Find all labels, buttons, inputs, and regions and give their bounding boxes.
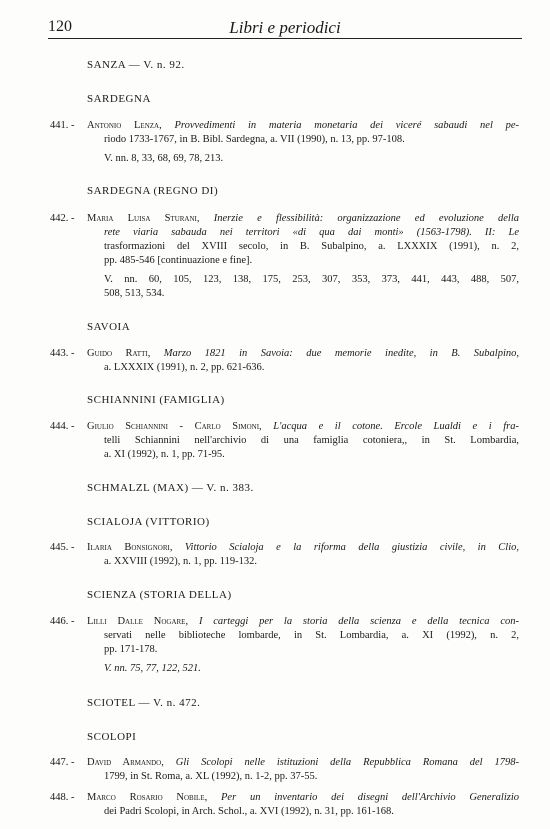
entry-line: Lilli Dalle Nogare, I carteggi per la storia della scienza e della tecnica con- bbox=[87, 616, 519, 627]
entry-line: servati nelle biblioteche lombarde, in St. Lombardia, a. XI (1992), n. 2, bbox=[104, 630, 519, 641]
entry-line: a. LXXXIX (1991), n. 2, pp. 621-636. bbox=[104, 362, 265, 373]
entry-author: Giulio Schiannini - Carlo Simoni, bbox=[87, 421, 262, 432]
page-header bbox=[48, 16, 522, 39]
entry-line: 1799, in St. Roma, a. XL (1992), n. 1-2, pp. 37-55. bbox=[104, 771, 318, 782]
entry-line: pp. 171-178. bbox=[104, 644, 158, 655]
see-also: V. nn. 8, 33, 68, 69, 78, 213. bbox=[104, 153, 224, 164]
entry-line: Ilaria Bonsignori, Vittorio Scialoja e la riforma della giustizia civile, in Clio, bbox=[87, 542, 520, 553]
entry-number: 446. - bbox=[50, 616, 75, 627]
section-heading: SCIALOJA (VITTORIO) bbox=[87, 516, 210, 528]
cross-reference: SANZA — V. n. 92. bbox=[87, 59, 185, 71]
see-also: V. nn. 60, 105, 123, 138, 175, 253, 307, 353, 373, 441, 443, 488, 507, bbox=[104, 274, 519, 285]
entry-line: rete viaria sabauda nei territori «di qua dai monti» (1563-1798). II: Le bbox=[104, 227, 519, 238]
entry-line: Antonio Lenza, Provvedimenti in materia monetaria dei viceré sabaudi nel pe- bbox=[87, 120, 520, 131]
entry-line: a. XI (1992), n. 1, pp. 71-95. bbox=[104, 449, 225, 460]
entry-line: telli Schiannini nell'archivio di una famiglia cotoniera,, in St. Lombardia, bbox=[104, 435, 519, 446]
entry-author: Guido Ratti, bbox=[87, 348, 151, 359]
entry-author: Marco Rosario Nobile, bbox=[87, 792, 208, 803]
entry-line: riodo 1733-1767, in B. Bibl. Sardegna, a. VII (1990), n. 13, pp. 97-108. bbox=[104, 134, 405, 145]
entry-line: pp. 485-546 [continuazione e fine]. bbox=[104, 255, 253, 266]
cross-reference: SCHMALZL (MAX) — V. n. 383. bbox=[87, 482, 254, 494]
entry-number: 448. - bbox=[50, 792, 75, 803]
entry-number: 445. - bbox=[50, 542, 75, 553]
entry-author: Ilaria Bonsignori, bbox=[87, 542, 173, 553]
entry-author: David Armando, bbox=[87, 757, 164, 768]
section-heading: SARDEGNA bbox=[87, 93, 151, 105]
entry-number: 443. - bbox=[50, 348, 75, 359]
entry-author: Antonio Lenza, bbox=[87, 120, 162, 131]
entry-number: 442. - bbox=[50, 213, 75, 224]
section-heading: SAVOIA bbox=[87, 321, 131, 333]
section-heading: SCIENZA (STORIA DELLA) bbox=[87, 589, 232, 601]
entry-line: trasformazioni del XVIII secolo, in B. Subalpino, a. LXXXIX (1991), n. 2, bbox=[104, 241, 519, 252]
entry-line: dei Padri Scolopi, in Arch. Schol., a. XVI (1992), n. 31, pp. 161-168. bbox=[104, 806, 394, 817]
section-heading: SCOLOPI bbox=[87, 731, 137, 743]
page-number: 120 bbox=[48, 18, 72, 35]
entry-author: Maria Luisa Sturani, bbox=[87, 213, 200, 224]
entry-line: Marco Rosario Nobile, Per un inventario dei disegni dell'Archivio Generalizio bbox=[87, 792, 520, 803]
section-heading: SARDEGNA (REGNO DI) bbox=[87, 185, 219, 197]
entry-number: 444. - bbox=[50, 421, 75, 432]
entry-author: Lilli Dalle Nogare, bbox=[87, 616, 189, 627]
see-also: 508, 513, 534. bbox=[104, 288, 165, 299]
entry-number: 441. - bbox=[50, 120, 75, 131]
see-also: V. nn. 75, 77, 122, 521. bbox=[104, 663, 201, 674]
entry-line: a. XXVIII (1992), n. 1, pp. 119-132. bbox=[104, 556, 257, 567]
section-heading: SCHIANNINI (FAMIGLIA) bbox=[87, 394, 225, 406]
entry-line: David Armando, Gli Scolopi nelle istituzioni della Repubblica Romana del 1798- bbox=[87, 757, 519, 768]
entry-line: Giulio Schiannini - Carlo Simoni, L'acqua e il cotone. Ercole Lualdi e i fra- bbox=[87, 421, 519, 432]
cross-reference: SCIOTEL — V. n. 472. bbox=[87, 697, 201, 709]
entry-number: 447. - bbox=[50, 757, 75, 768]
entry-line: Guido Ratti, Marzo 1821 in Savoia: due memorie inedite, in B. Subalpino, bbox=[87, 348, 519, 359]
entry-line: Maria Luisa Sturani, Inerzie e flessibilità: organizzazione ed evoluzione della bbox=[87, 213, 520, 224]
running-title: Libri e periodici bbox=[229, 18, 341, 37]
